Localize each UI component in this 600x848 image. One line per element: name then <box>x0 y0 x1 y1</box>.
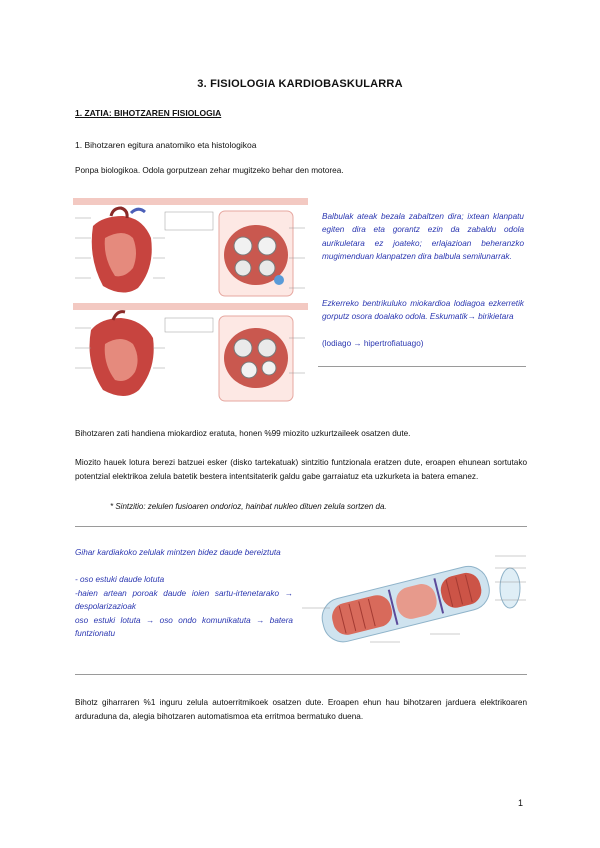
section-heading: 1. ZATIA: BIHOTZAREN FISIOLOGIA <box>75 108 222 118</box>
valve-note: Balbulak ateak bezala zabaltzen dira; ixtean klanpatu egiten dira eta gorantz ezin da zabaldu odola aurikuletara ez joateko; erlajazioan beheranzko mugimenduan klanpatzen dira balbula semilunarrak. <box>322 212 524 262</box>
heart-anatomy-illustration <box>73 198 308 405</box>
ventricle-note: Ezkerreko bentrikuluko miokardioa lodiagoa ezkerretik gorputz osora doalako odola. Eskumatik→ birikietara <box>322 299 524 322</box>
muscle-note-line-2: - oso estuki daude lotuta <box>75 575 165 584</box>
divider <box>318 366 526 367</box>
myocytes-paragraph: Miozito hauek lotura berezi batzuei esker (disko tartekatuak) sintzitio funtzionala eratzen dute, eroapen ehunean sortutako potentzial elektrikoa zelula batetik bestera intentsitaterik galdu gabe garraiatuz eta uzkurketa ia batera emanez. <box>75 458 527 481</box>
syncytium-footnote: * Sintzitio: zelulen fusioaren ondorioz, hainbat nukleo dituen zelula sortzen da. <box>110 502 387 511</box>
muscle-note-line-4: oso estuki lotuta → oso ondo komunikatuta → batera funtzionatu <box>75 616 293 639</box>
cardiac-muscle-figure <box>300 548 528 652</box>
hypertrophy-note: (lodiago → hipertrofiatuago) <box>322 339 424 348</box>
document-title: 3. FISIOLOGIA KARDIOBASKULARRA <box>197 78 403 90</box>
divider <box>75 526 527 527</box>
subsection-heading: 1. Bihotzaren egitura anatomiko eta histologikoa <box>75 140 257 150</box>
heart-anatomy-figure <box>73 198 308 405</box>
cardiac-muscle-illustration <box>300 548 528 652</box>
muscle-note-line-1: Gihar kardiakoko zelulak mintzen bidez daude bereiztuta <box>75 548 281 557</box>
autorhythmic-paragraph: Bihotz giharraren %1 inguru zelula autoerritmikoek osatzen dute. Eroapen ehun hau bihotzaren jarduera elektrikoaren arduraduna da, alegia bihotzaren automatismoa eta erritmoa bermatuko duena. <box>75 698 527 721</box>
intro-paragraph: Ponpa biologikoa. Odola gorputzean zehar mugitzeko behar den motorea. <box>75 166 344 175</box>
divider <box>75 674 527 675</box>
myocardium-paragraph: Bihotzaren zati handiena miokardioz eratuta, honen %99 miozito uzkurtzaileek osatzen dute. <box>75 429 411 438</box>
muscle-note-line-3: -haien artean poroak daude ioien sartu-irtenetarako → despolarizazioak <box>75 589 293 612</box>
page-number: 1 <box>518 798 524 808</box>
